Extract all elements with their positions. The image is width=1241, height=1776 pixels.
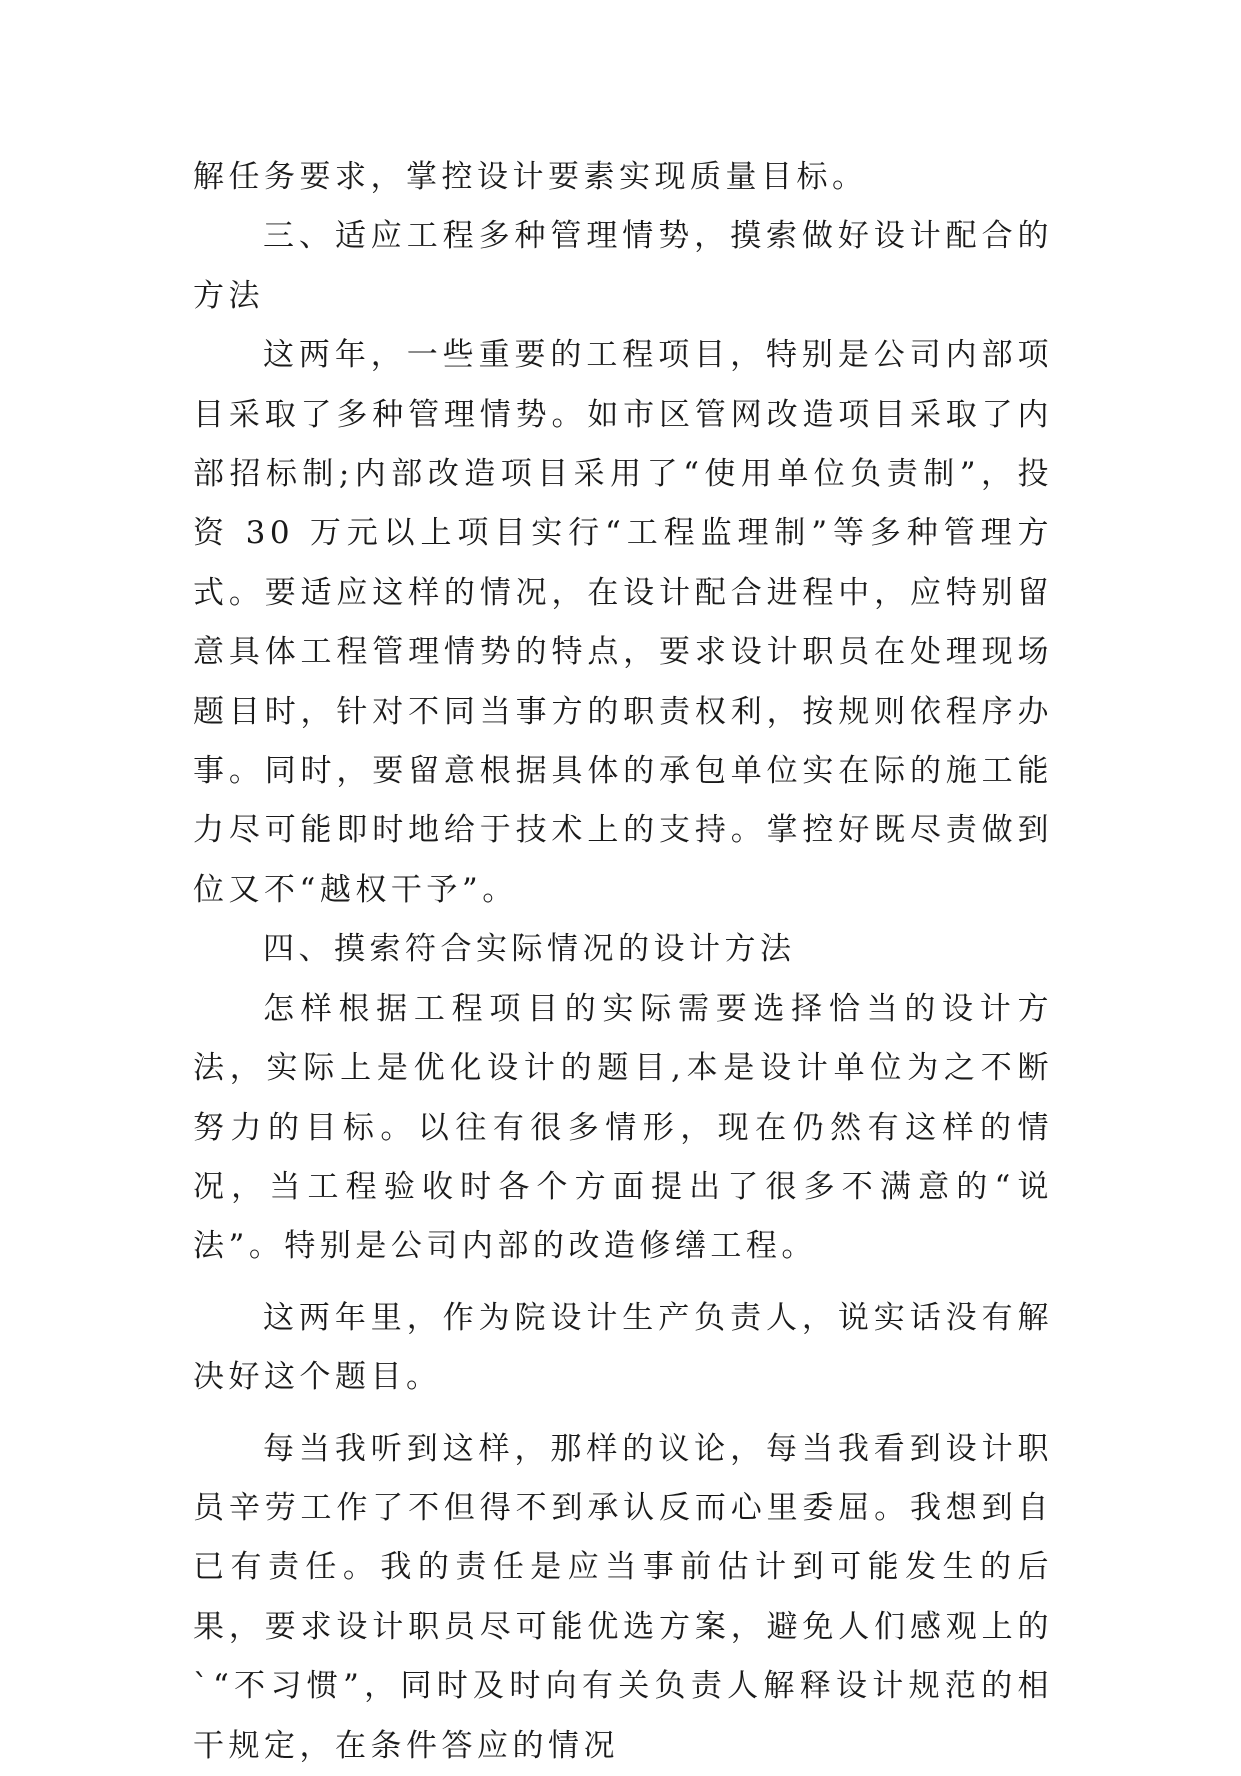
section-heading-4: 四、摸索符合实际情况的设计方法 <box>263 931 796 968</box>
paragraph-continuation: 解任务要求，掌控设计要素实现质量目标。 <box>193 159 868 195</box>
paragraph: 怎样根据工程项目的实际需要选择恰当的设计方法，实际上是优化设计的题目,本是设计单位为之不断努力的目标。以往有很多情形，现在仍然有这样的情况，当工程验收时各个方面提出了很多不满意的“说法”。特别是公司内部的改造修缮工程。 <box>193 990 1053 1265</box>
document-body <box>193 148 1053 1776</box>
paragraph: 这两年，一些重要的工程项目，特别是公司内部项目采取了多种管理情势。如市区管网改造项目采取了内部招标制;内部改造项目采用了“使用单位负责制”，投资 30 万元以上项目实行“工程监理制”等多种管理方式。要适应这样的情况，在设计配合进程中，应特别留意具体工程管理情势的特点，要求设计职员在处理现场题目时，针对不同当事方的职责权利，按规则依程序办事。同时，要留意根据具体的承包单位实在际的施工能力尽可能即时地给于技术上的支持。掌控好既尽责做到位又不“越权干予”。 <box>193 337 1053 908</box>
paragraph: 每当我听到这样，那样的议论，每当我看到设计职员辛劳工作了不但得不到承认反而心里委屈。我想到自已有责任。我的责任是应当事前估计到可能发生的后果，要求设计职员尽可能优选方案，避免人们感观上的`“不习惯”，同时及时向有关负责人解释设计规范的相干规定，在条件答应的情况 <box>193 1430 1053 1764</box>
paragraph: 这两年里，作为院设计生产负责人，说实话没有解决好这个题目。 <box>193 1299 1053 1396</box>
section-heading-3: 三、适应工程多种管理情势，摸索做好设计配合的方法 <box>193 218 1053 314</box>
